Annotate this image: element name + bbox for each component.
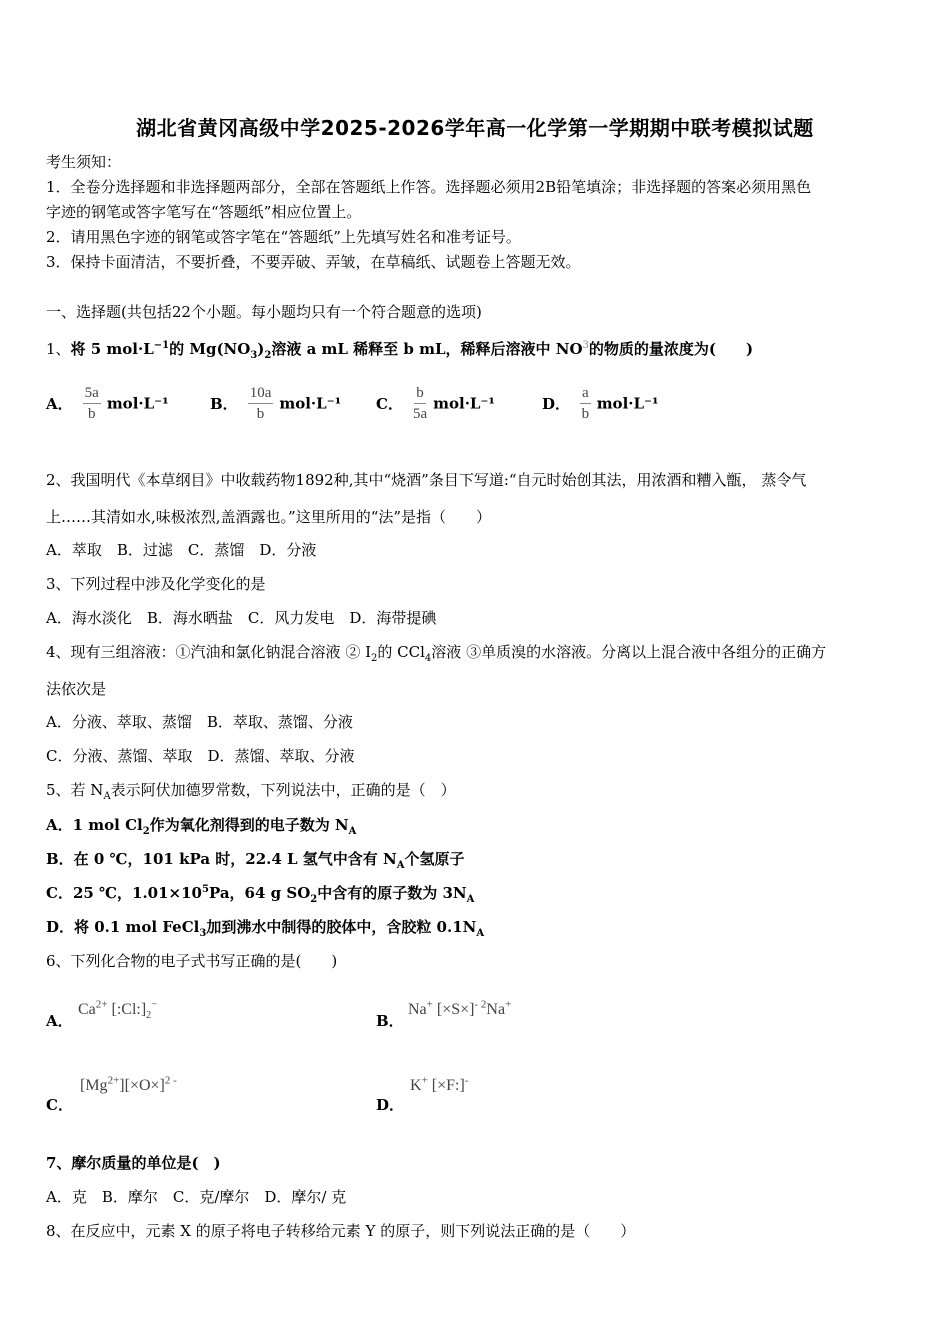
question-5-option-d xyxy=(46,917,484,937)
q5-text: 个氢原子 xyxy=(404,850,465,868)
denominator: b xyxy=(87,406,96,422)
q5-sup: 5 xyxy=(201,884,209,895)
formula-text: Ca xyxy=(78,1001,96,1018)
q5-sub: 2 xyxy=(310,894,318,905)
q6-formula-b xyxy=(408,998,512,1019)
notice-item-2: 2．请用黑色字迹的钢笔或答字笔在“答题纸”上先填写姓名和准考证号。 xyxy=(46,228,521,246)
question-5-option-a xyxy=(46,815,356,835)
denominator: b xyxy=(581,406,590,422)
q5-text: 中含有的原子数为 3N xyxy=(317,884,467,902)
q1-number: 1、 xyxy=(46,340,71,358)
formula-text: Na xyxy=(486,1001,506,1018)
numerator: a xyxy=(580,385,591,404)
denominator: 5a xyxy=(412,406,428,422)
q5-sub: A xyxy=(476,928,485,939)
q1-option-a xyxy=(46,385,169,422)
q5-text: C．25 ℃，1.01×10 xyxy=(46,884,202,902)
page-title: 湖北省黄冈高级中学2025-2026学年高一化学第一学期期中联考模拟试题 xyxy=(136,116,814,140)
q5-text: A．1 mol Cl xyxy=(46,816,143,834)
notice-heading: 考生须知： xyxy=(46,153,122,171)
formula-text: ][×O×] xyxy=(119,1077,165,1094)
q6-label-d: D． xyxy=(376,1096,405,1114)
question-3: 3、下列过程中涉及化学变化的是 xyxy=(46,575,266,593)
fraction xyxy=(580,385,591,422)
q4-text: 4、现有三组溶液：①汽油和氯化钠混合溶液 ② I xyxy=(46,643,372,661)
q6-formula-c xyxy=(80,1074,177,1095)
unit: mol·L⁻¹ xyxy=(433,394,495,413)
formula-count: 2 xyxy=(146,1010,152,1022)
q1-text: 的 Mg(NO xyxy=(169,340,251,358)
formula-charge: 2+ xyxy=(107,1074,120,1087)
notice-item-1-cont: 字迹的钢笔或答字笔写在“答题纸”相应位置上。 xyxy=(46,203,362,221)
formula-text: [×S×] xyxy=(436,1001,475,1018)
q1-text: ) xyxy=(257,340,265,358)
option-label: A． xyxy=(46,395,73,413)
formula-charge: 2+ xyxy=(95,998,108,1011)
unit: mol·L⁻¹ xyxy=(106,394,169,413)
q1-text: 溶液 a mL 稀释至 b mL，稀释后溶液中 NO xyxy=(271,340,583,358)
formula-charge: + xyxy=(426,998,433,1011)
q5-sub: A xyxy=(103,791,111,802)
question-7: 7、摩尔质量的单位是( ) xyxy=(46,1154,221,1172)
q5-sub: 2 xyxy=(142,826,150,837)
option-label: B． xyxy=(210,395,238,413)
formula-text: [:Cl:] xyxy=(111,1001,147,1018)
formula-charge: + xyxy=(505,998,512,1011)
numerator: 10a xyxy=(248,385,274,404)
formula-text: [×F:] xyxy=(431,1077,465,1094)
q5-sub: A xyxy=(396,860,405,871)
question-1 xyxy=(46,339,753,359)
fraction xyxy=(248,385,274,422)
formula-charge: - 2 xyxy=(474,998,487,1011)
denominator: b xyxy=(256,406,265,422)
q5-sub: A xyxy=(348,826,357,837)
q6-label-b: B． xyxy=(376,1012,404,1030)
q1-sup: 3 xyxy=(582,340,589,351)
formula-charge: - xyxy=(464,1074,469,1087)
option-label: D． xyxy=(542,395,571,413)
question-8: 8、在反应中，元素 X 的原子将电子转移给元素 Y 的原子，则下列说法正确的是（ ） xyxy=(46,1222,636,1240)
numerator: 5a xyxy=(83,385,101,404)
q4-sub: 2 xyxy=(371,653,378,664)
question-7-options: A．克 B．摩尔 C．克/摩尔 D．摩尔/ 克 xyxy=(46,1188,347,1206)
formula-charge: + xyxy=(421,1074,428,1087)
question-6: 6、下列化合物的电子式书写正确的是( ) xyxy=(46,952,338,970)
q4-text: 溶液 ③单质溴的水溶液。分离以上混合液中各组分的正确方 xyxy=(431,643,827,661)
q1-text: 的物质的量浓度为( ) xyxy=(588,340,754,358)
q4-text: 的 CCl xyxy=(377,643,425,661)
q5-text: Pa，64 g SO xyxy=(208,884,311,902)
q6-formula-a xyxy=(78,998,158,1022)
question-5-option-c xyxy=(46,883,474,903)
q6-label-c: C． xyxy=(46,1096,73,1114)
question-4-options-1: A．分液、萃取、蒸馏 B．萃取、蒸馏、分液 xyxy=(46,713,353,731)
formula-text: [Mg xyxy=(80,1077,108,1094)
numerator: b xyxy=(414,385,426,404)
notice-item-3: 3．保持卡面清洁，不要折叠，不要弄破、弄皱，在草稿纸、试题卷上答题无效。 xyxy=(46,253,581,271)
q1-option-c xyxy=(376,385,495,422)
q1-option-b xyxy=(210,385,341,422)
q5-sub: 3 xyxy=(199,928,207,939)
q5-text: D．将 0.1 mol FeCl xyxy=(46,918,200,936)
q1-sub: 2 xyxy=(264,350,272,361)
question-2-line-1: 2、我国明代《本草纲目》中收载药物1892种,其中“烧酒”条目下写道:“自元时始创其法，用浓酒和糟入甑， 蒸令气 xyxy=(46,471,807,489)
formula-charge: 2 - xyxy=(164,1074,177,1087)
question-4-line-2: 法依次是 xyxy=(46,680,107,698)
q5-sub: A xyxy=(466,894,475,905)
question-2-line-2: 上……其清如水,味极浓烈,盖酒露也。”这里所用的“法”是指（ ） xyxy=(46,508,492,526)
q5-text: 作为氧化剂得到的电子数为 N xyxy=(149,816,349,834)
question-2-options: A．萃取 B．过滤 C．蒸馏 D．分液 xyxy=(46,541,317,559)
formula-charge: − xyxy=(151,998,158,1011)
question-4-line-1 xyxy=(46,642,826,662)
q6-label-a: A． xyxy=(46,1012,73,1030)
q1-sub: 3 xyxy=(250,350,258,361)
q1-text: 将 5 mol·L xyxy=(70,340,154,358)
formula-text: K xyxy=(410,1077,422,1094)
unit: mol·L⁻¹ xyxy=(279,394,342,413)
q5-text: 表示阿伏加德罗常数，下列说法中，正确的是（ ） xyxy=(110,781,456,799)
q5-text: 加到沸水中制得的胶体中，含胶粒 0.1N xyxy=(206,918,477,936)
question-5 xyxy=(46,780,456,800)
option-label: C． xyxy=(376,395,403,413)
fraction xyxy=(413,385,427,422)
fraction xyxy=(83,385,101,422)
q5-text: 5、若 N xyxy=(46,781,104,799)
unit: mol·L⁻¹ xyxy=(596,394,659,413)
question-3-options: A．海水淡化 B．海水晒盐 C．风力发电 D．海带提碘 xyxy=(46,609,437,627)
q1-sup: −1 xyxy=(153,340,170,351)
q6-formula-d xyxy=(410,1074,469,1095)
question-5-option-b xyxy=(46,849,465,869)
question-4-options-2: C．分液、蒸馏、萃取 D．蒸馏、萃取、分液 xyxy=(46,747,355,765)
notice-item-1: 1．全卷分选择题和非选择题两部分，全部在答题纸上作答。选择题必须用2B铅笔填涂；非选择题的答案必须用黑色 xyxy=(46,178,812,196)
q4-sub: 4 xyxy=(424,653,432,664)
q5-text: B．在 0 ℃，101 kPa 时，22.4 L 氢气中含有 N xyxy=(46,850,397,868)
q1-option-d xyxy=(542,385,659,422)
section-heading: 一、选择题(共包括22个小题。每小题均只有一个符合题意的选项) xyxy=(46,303,482,321)
formula-text: Na xyxy=(408,1001,427,1018)
